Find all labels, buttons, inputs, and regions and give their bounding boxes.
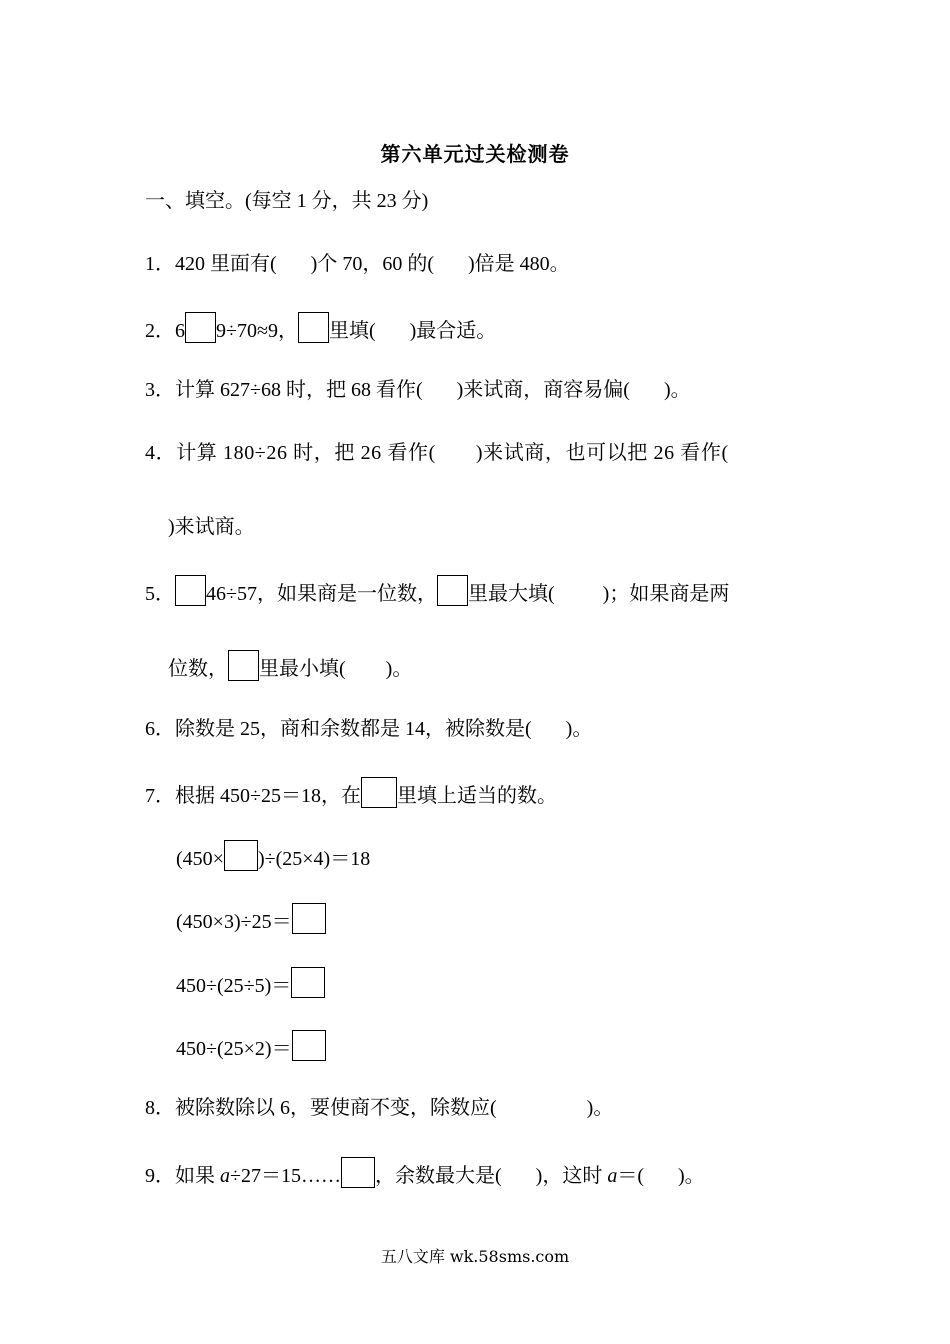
q7-l4-text: 450÷(25×2)＝: [176, 1038, 292, 1060]
q5-text-c: 里最大填(: [467, 583, 555, 605]
question-8: [145, 1093, 613, 1123]
q5-box-1[interactable]: [175, 575, 206, 606]
q4-text-c: )来试商。: [168, 516, 255, 538]
q7-l1-text-a: (450×: [176, 848, 224, 870]
q4-text-a: 4．计算 180÷26 时，把 26 看作(: [145, 442, 436, 464]
q5-text-g: )。: [385, 658, 413, 680]
q2-text-b: 9÷70≈9，: [216, 320, 298, 342]
q3-text-c: )。: [663, 379, 691, 401]
q7-box-4[interactable]: [292, 1030, 326, 1061]
q5-text-d: )；如果商是两: [602, 583, 730, 605]
q4-text-b: )来试商，也可以把 26 看作(: [475, 442, 729, 464]
q6-text-a: 6．除数是 25，商和余数都是 14，被除数是(: [145, 718, 532, 740]
q7-line-4: [176, 1030, 326, 1064]
q9-text-a: 9．如果: [145, 1165, 220, 1187]
q1-text-b: )个 70，60 的(: [310, 253, 434, 275]
question-4: [145, 438, 729, 468]
question-5-cont: [168, 650, 412, 684]
footer-watermark: 五八文库 wk.58sms.com: [380, 1247, 570, 1266]
q7-line-1: [176, 840, 370, 874]
q1-text-a: 1．420 里面有(: [145, 253, 277, 275]
q1-text-c: )倍是 480。: [468, 253, 570, 275]
q9-text-d: )，这时: [535, 1165, 608, 1187]
q5-box-3[interactable]: [228, 650, 259, 681]
q9-text-c: ，余数最大是(: [374, 1165, 502, 1187]
question-5: [145, 575, 729, 609]
q3-text-a: 3．计算 627÷68 时，把 68 看作(: [145, 379, 423, 401]
q8-text-b: )。: [586, 1097, 614, 1119]
q8-text-a: 8．被除数除以 6，要使商不变，除数应(: [145, 1097, 497, 1119]
q7-l1-text-b: )÷(25×4)＝18: [257, 848, 371, 870]
section-heading: 一、填空。(每空 1 分，共 23 分): [145, 190, 429, 212]
q7-line-2: [176, 903, 326, 937]
q7-box-1[interactable]: [224, 840, 258, 871]
q9-var-a: a: [220, 1165, 230, 1187]
q3-text-b: )来试商，商容易偏(: [456, 379, 630, 401]
q7-l3-text: 450÷(25÷5)＝: [176, 975, 292, 997]
q9-text-f: )。: [678, 1165, 705, 1187]
question-9: [145, 1157, 705, 1191]
q6-text-b: )。: [565, 718, 593, 740]
question-6: [145, 714, 592, 744]
q7-l2-text: (450×3)÷25＝: [176, 911, 292, 933]
q9-var-a-2: a: [607, 1165, 618, 1187]
q5-box-2[interactable]: [437, 575, 468, 606]
q5-text-f: 里最小填(: [259, 658, 346, 680]
question-4-cont: [168, 512, 255, 542]
q2-text-c: 里填(: [328, 320, 376, 342]
q7-line-3: [176, 967, 325, 1001]
q9-text-e: ＝(: [617, 1165, 644, 1187]
q9-box[interactable]: [341, 1157, 375, 1188]
q9-text-b: ÷27＝15……: [230, 1165, 341, 1187]
question-7: [145, 777, 557, 811]
q5-text-b: 46÷57，如果商是一位数，: [206, 583, 437, 605]
q7-text-a: 7．根据 450÷25＝18，在: [145, 785, 361, 807]
q2-text-d: )最合适。: [409, 320, 497, 342]
q2-box-1[interactable]: [185, 312, 216, 343]
question-3: [145, 375, 691, 405]
q2-box-2[interactable]: [298, 312, 329, 343]
q7-box-2[interactable]: [292, 903, 326, 934]
q5-text-e: 位数，: [168, 658, 228, 680]
q7-box-example: [361, 777, 397, 808]
q7-text-b: 里填上适当的数。: [396, 785, 557, 807]
question-1: [145, 249, 570, 279]
q2-text-a: 2．6: [145, 320, 185, 342]
q5-text-a: 5．: [145, 583, 175, 605]
page-title: 第六单元过关检测卷: [380, 144, 570, 166]
question-2: [145, 312, 496, 346]
q7-box-3[interactable]: [291, 967, 325, 998]
